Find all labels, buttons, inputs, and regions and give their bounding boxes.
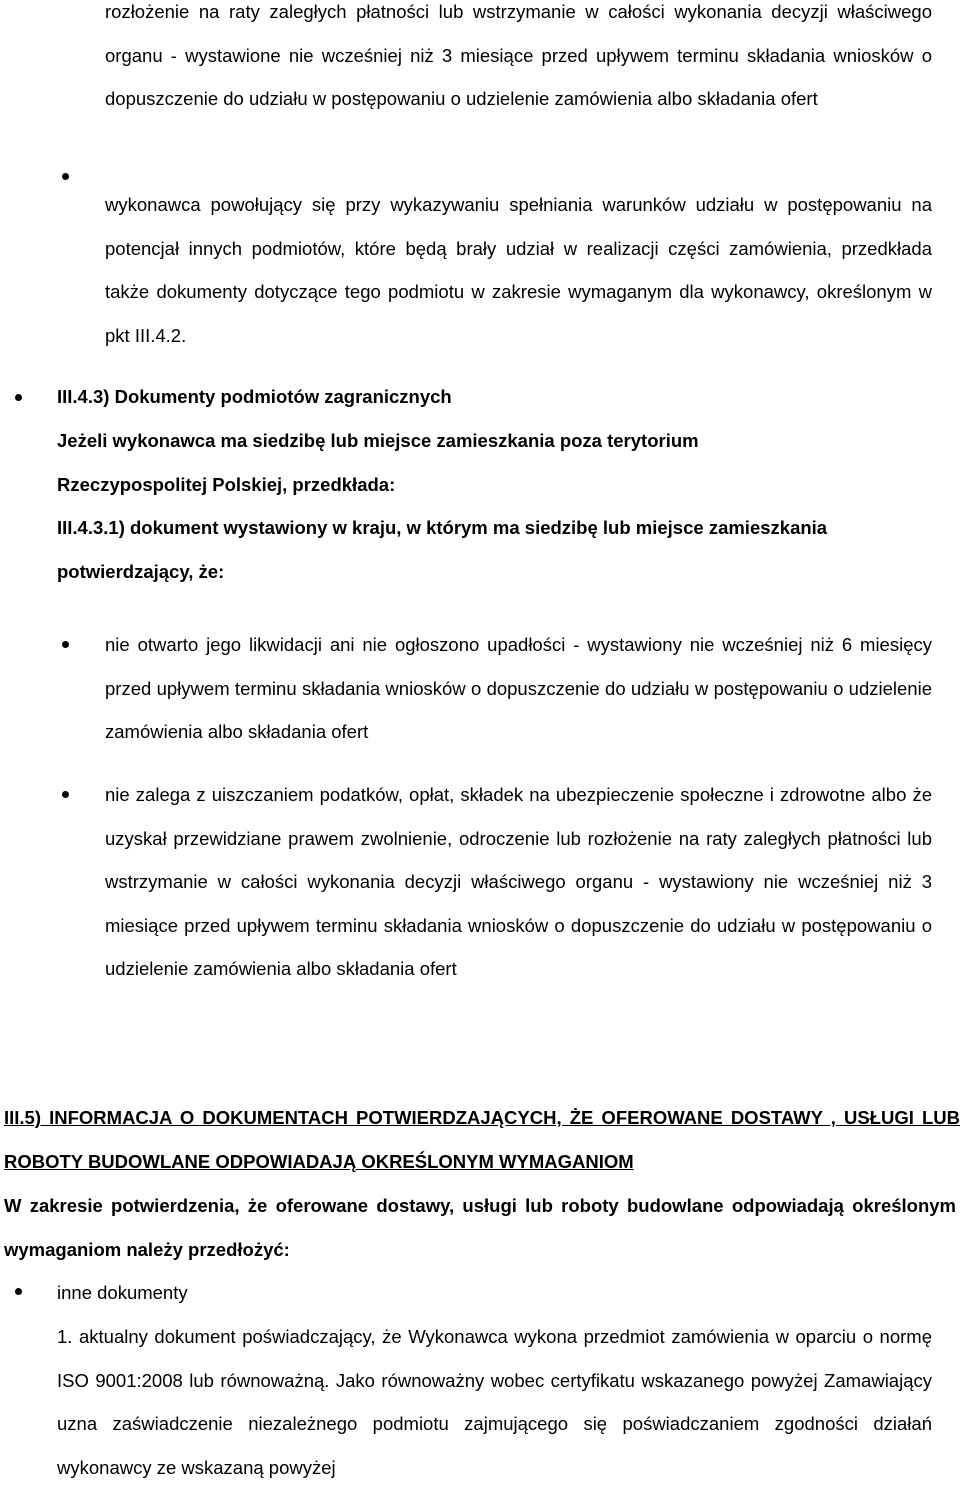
bullet-icon: [62, 173, 69, 180]
bullet-item-potential: wykonawca powołujący się przy wykazywaniu spełniania warunków udziału w postępowaniu na potencjał innych podmiotów, które będą brały udział w realizacji części zamówienia, przedkłada także dokumenty dotyczące tego podmiotu w zakresie wymaganym dla wykonawcy, określonym w pkt III.4.2.: [105, 194, 932, 346]
bullet-icon: [15, 1288, 22, 1295]
list-item-liquidation: nie otwarto jego likwidacji ani nie ogłoszono upadłości - wystawiony nie wcześniej niż 6 miesięcy przed upływem terminu składania wniosków o dopuszczenie do udziału w postępowaniu o udzielenie zamówienia albo składania ofert: [105, 634, 932, 742]
bullet-icon: [15, 394, 22, 401]
list-item-taxes: nie zalega z uiszczaniem podatków, opłat, składek na ubezpieczenie społeczne i zdrowotne albo że uzyskał przewidziane prawem zwolnienie, odroczenie lub rozłożenie na raty zaległych płatności lub wstrzymanie w całości wykonania decyzji właściwego organu - wystawiony nie wcześniej niż 3 miesiące przed upływem terminu składania wniosków o dopuszczenie do udziału w postępowaniu o udzielenie zamówienia albo składania ofert: [105, 784, 932, 979]
intro-paragraph: rozłożenie na raty zaległych płatności lub wstrzymanie w całości wykonania decyzji właściwego organu - wystawione nie wcześniej niż 3 miesiące przed upływem terminu składania wniosków o dopuszczenie do udziału w postępowaniu o udzielenie zamówienia albo składania ofert: [105, 1, 932, 109]
section-5-intro: W zakresie potwierdzenia, że oferowane dostawy, usługi lub roboty budowlane odpowiadają określonym wymaganiom należy przedłożyć:: [4, 1195, 956, 1260]
bullet-icon: [62, 791, 69, 798]
section-4-3-1-heading: III.4.3.1) dokument wystawiony w kraju, w którym ma siedzibę lub miejsce zamieszkania potwierdzający, że:: [57, 517, 828, 582]
section-5-heading: III.5) INFORMACJA O DOKUMENTACH POTWIERDZAJĄCYCH, ŻE OFEROWANE DOSTAWY , USŁUGI LUB ROBOTY BUDOWLANE ODPOWIADAJĄ OKREŚLONYM WYMAGANIOM: [4, 1107, 960, 1172]
section-5-item-label: inne dokumenty: [57, 1282, 188, 1303]
section-5-item-text: 1. aktualny dokument poświadczający, że Wykonawca wykona przedmiot zamówienia w oparciu o normę ISO 9001:2008 lub równoważną. Jako równoważny wobec certyfikatu wskazanego powyżej Zamawiający uzna zaświadczenie niezależnego podmiotu zajmującego się poświadczaniem zgodności działań wykonawcy ze wskazaną powyżej: [57, 1326, 932, 1478]
section-4-3-heading: III.4.3) Dokumenty podmiotów zagranicznych: [57, 386, 452, 407]
section-4-3-intro: Jeżeli wykonawca ma siedzibę lub miejsce zamieszkania poza terytorium Rzeczypospolitej Polskiej, przedkłada:: [57, 430, 699, 495]
bullet-icon: [62, 641, 69, 648]
